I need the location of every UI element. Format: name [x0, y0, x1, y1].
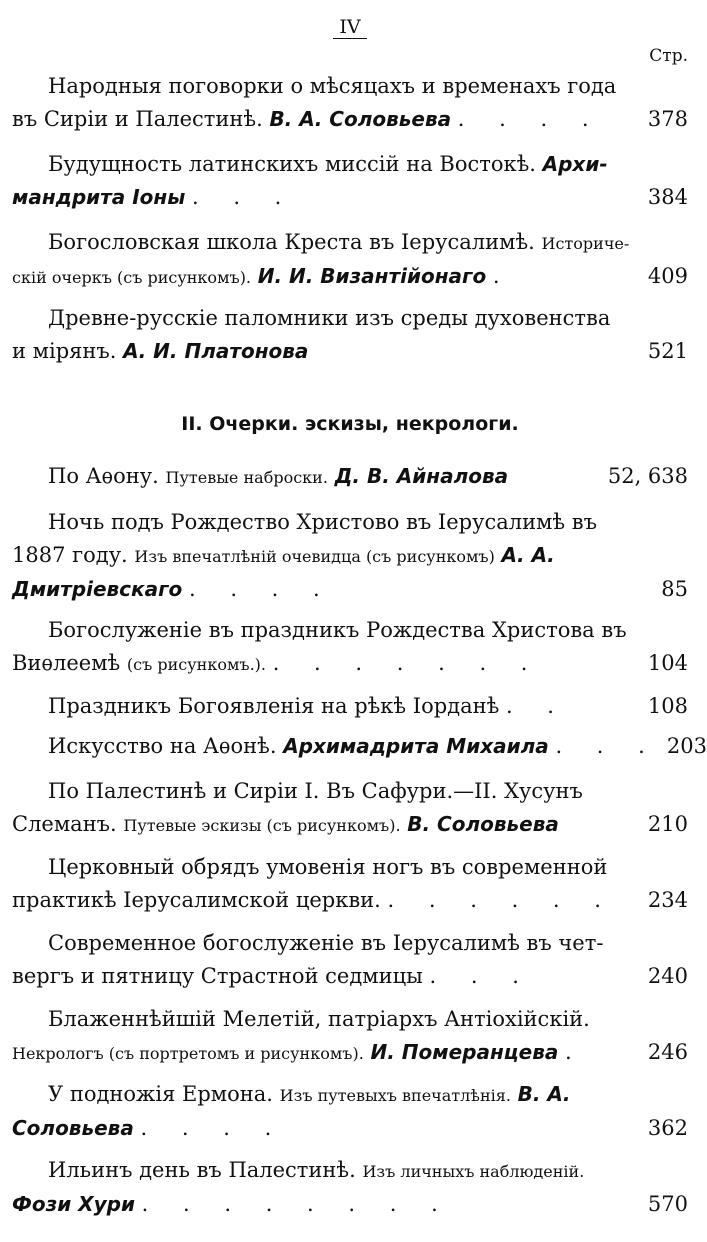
toc-entry	[12, 1154, 688, 1221]
toc-line	[12, 647, 640, 681]
toc-line	[12, 335, 640, 368]
toc-text: Блаженнѣйшій Мелетій, патріархъ Антіохійскій.	[48, 1007, 590, 1031]
toc-text: IV	[333, 16, 366, 39]
toc-text: мандрита Іоны	[12, 185, 186, 209]
toc-text: Фози Хури	[12, 1192, 135, 1216]
toc-text: .	[565, 1040, 586, 1064]
toc-text: скій очеркъ (съ рисункомъ).	[12, 268, 252, 287]
toc-text: Ночь подъ Рождество Христово въ Іерусалимѣ въ	[48, 510, 597, 534]
toc-page: 203	[666, 734, 707, 758]
toc-page: 104	[647, 651, 688, 675]
toc-page: 210	[647, 812, 688, 836]
toc-text: Дмитріевскаго	[12, 577, 183, 601]
toc-text: Церковный обрядъ умовенія ногъ въ современной	[48, 855, 608, 879]
toc-text: Путевые эскизы (съ рисункомъ).	[123, 816, 401, 835]
toc-text: 1887 году.	[12, 543, 128, 567]
toc-line	[12, 960, 688, 993]
toc-text: и мірянъ.	[12, 339, 117, 363]
toc-text: . . .	[429, 964, 533, 988]
toc-text: Изъ личныхъ наблюденій.	[362, 1162, 585, 1181]
toc-page: 240	[647, 964, 688, 988]
toc-line	[12, 1112, 640, 1145]
page-number	[0, 16, 700, 39]
toc-line	[12, 260, 640, 294]
toc-entry	[12, 226, 688, 294]
toc-line	[12, 539, 688, 573]
section-heading: II. Очерки. эскизы, некрологи.	[181, 413, 519, 435]
toc-entry	[12, 690, 688, 723]
toc-text: практикѣ Іерусалимской церкви.	[12, 888, 381, 912]
toc-page: 384	[647, 185, 688, 209]
toc-text: вергъ и пятницу Страстной седмицы	[12, 964, 423, 988]
toc-text: Будущность латинскихъ миссій на Востокѣ.	[48, 152, 536, 176]
toc-page: 409	[647, 264, 688, 288]
toc-text: Изъ впечатлѣній очевидца (съ рисункомъ)	[134, 547, 495, 566]
toc-line	[12, 1154, 688, 1188]
toc-page: 108	[647, 694, 688, 718]
toc-text: Соловьева	[12, 1116, 134, 1140]
toc-line	[48, 460, 600, 494]
toc-entry	[12, 851, 688, 917]
toc-text: . . . . . . .	[272, 651, 542, 675]
toc-text: В. А. Соловьева	[269, 107, 452, 131]
toc-page: 246	[647, 1040, 688, 1064]
toc-line	[12, 335, 688, 368]
toc-entry	[12, 302, 688, 368]
toc-line	[12, 226, 688, 260]
toc-text: . . . .	[457, 107, 603, 131]
toc-line	[12, 148, 688, 181]
toc-text: В. А.	[517, 1082, 571, 1106]
toc-text: По Палестинѣ и Сиріи I. Въ Сафури.—II. Хусунъ	[48, 779, 583, 803]
toc-text: Архимадрита Михаила	[283, 734, 549, 758]
toc-text: Изъ путевыхъ впечатлѣнія.	[279, 1086, 511, 1105]
toc-entry	[12, 775, 688, 842]
toc-text: Древне-русскіе паломники изъ среды духовенства	[48, 306, 611, 330]
toc-page: 234	[647, 888, 688, 912]
toc-entry	[12, 927, 688, 993]
toc-line	[12, 1036, 640, 1070]
toc-line	[12, 573, 688, 606]
toc-text: Историче-	[541, 234, 630, 253]
toc-text: Ильинъ день въ Палестинѣ.	[48, 1158, 356, 1182]
toc-line	[12, 103, 640, 136]
toc-text: Богослуженіе въ праздникъ Рождества Христова въ	[48, 618, 627, 642]
toc-line	[12, 730, 707, 763]
toc-text: . . .	[555, 734, 659, 758]
toc-text: Слеманъ.	[12, 812, 117, 836]
toc-line	[12, 808, 688, 842]
toc-text: . . . . . . . .	[141, 1192, 452, 1216]
toc-text: .	[492, 264, 514, 288]
toc-page: 52, 638	[607, 464, 688, 488]
toc-page: 362	[647, 1116, 688, 1140]
toc-text: . . . .	[188, 577, 334, 601]
toc-line	[12, 1188, 688, 1221]
toc-text: (съ рисункомъ.).	[126, 655, 267, 674]
toc-text: . . . . . .	[387, 888, 615, 912]
toc-text: Архи-	[542, 152, 608, 176]
toc-entry	[12, 730, 707, 763]
toc-line	[12, 260, 688, 294]
toc-text: . . .	[191, 185, 296, 209]
toc-entry	[12, 70, 688, 136]
toc-text: А. И. Платонова	[123, 339, 309, 363]
toc-line	[12, 1078, 688, 1112]
toc-line	[12, 1188, 640, 1221]
toc-line	[12, 647, 688, 681]
toc-entry	[12, 460, 688, 494]
toc-text: въ Сиріи и Палестинѣ.	[12, 107, 263, 131]
toc-entry	[12, 148, 688, 214]
toc-page: 378	[647, 107, 688, 131]
toc-text: И. Померанцева	[370, 1040, 559, 1064]
toc-text: Искусство на Аѳонѣ.	[48, 734, 277, 758]
toc-line	[12, 460, 688, 494]
toc-line	[12, 181, 688, 214]
toc-text: А. А.	[501, 543, 555, 567]
toc-text: Народныя поговорки о мѣсяцахъ и временахъ года	[48, 74, 617, 98]
toc-text: Виѳлеемѣ	[12, 651, 121, 675]
toc-line	[12, 884, 688, 917]
toc-text: . . . .	[140, 1116, 286, 1140]
toc-line	[12, 1112, 688, 1145]
toc-text: По Аѳону.	[48, 464, 159, 488]
toc-line	[12, 690, 688, 723]
toc-line	[12, 808, 640, 842]
toc-entry	[12, 1078, 688, 1145]
toc-entry	[12, 506, 688, 606]
toc-line	[12, 573, 653, 606]
toc-line	[48, 690, 640, 723]
toc-text: . .	[505, 694, 568, 718]
toc-line	[12, 103, 688, 136]
toc-text: В. Соловьева	[407, 812, 559, 836]
toc-text: Путевые наброски.	[165, 468, 328, 487]
page-column-label: Стр.	[649, 46, 688, 66]
toc-line	[48, 730, 659, 763]
toc-entry	[12, 614, 688, 681]
toc-text: И. И. Византійонаго	[257, 264, 487, 288]
toc-text: Д. В. Айналова	[334, 464, 509, 488]
toc-text: Современное богослуженіе въ Іерусалимѣ въ чет-	[48, 931, 604, 955]
toc-page: 85	[661, 577, 688, 601]
toc-line	[12, 1036, 688, 1070]
toc-entry	[12, 1003, 688, 1070]
toc-page: 521	[647, 339, 688, 363]
toc-text: У подножія Ермона.	[48, 1082, 273, 1106]
toc-line	[12, 884, 640, 917]
toc-text: Праздникъ Богоявленія на рѣкѣ Іорданѣ	[48, 694, 500, 718]
toc-line	[12, 960, 640, 993]
toc-text: Некрологъ (съ портретомъ и рисункомъ).	[12, 1044, 364, 1063]
toc-text: Богословская школа Креста въ Іерусалимѣ.	[48, 230, 535, 254]
toc-page: 570	[647, 1192, 688, 1216]
toc-line	[12, 181, 640, 214]
